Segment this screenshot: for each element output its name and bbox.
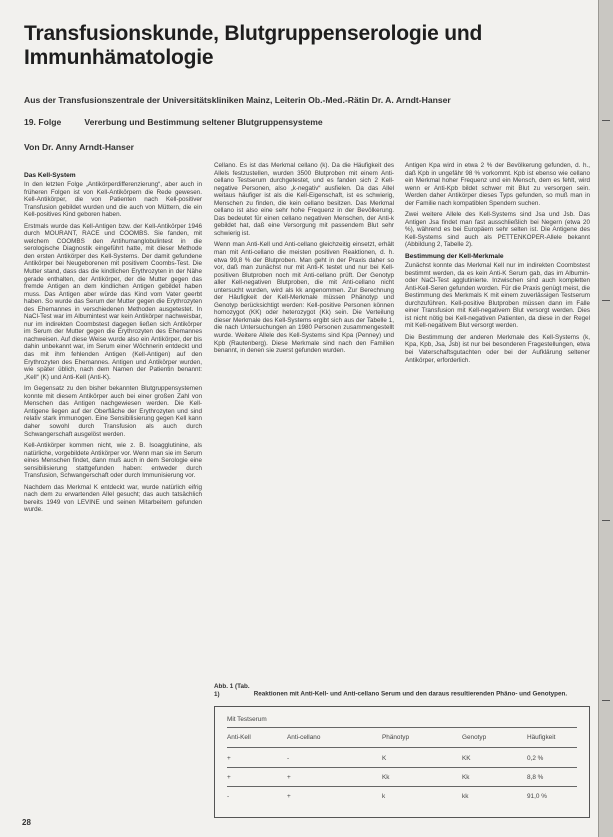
table-caption-text: Reaktionen mit Anti-Kell- und Anti-cellano Serum und den daraus resultierenden Phäno- und Genotypen.: [253, 690, 568, 698]
paragraph: Antigen Kpa wird in etwa 2 % der Bevölkerung gefunden, d. h., daß Kpb in ungefähr 98 % vorkommt. Kpb ist ebenso wie cellano ein Merkmal hoher Frequenz und ein Mensch, dem es fehlt, wird wenn er Anti-Kpb bildet schwer mit Blut zu versorgen sein. Werden daher Antikörper dieses Typs gefunden, so muß man in der Familie nach kompatiblen Spendern suchen.: [405, 162, 590, 207]
paragraph: Erstmals wurde das Kell-Antigen bzw. der Kell-Antikörper 1946 durch MOURANT, RACE und COOMBS. Sie fanden, mit welchem COOMBS den Antihumanglobulintest in die serologische Diagnostik eingeführt hatte, mit dieser Methode den ersten Antikörper des Kell-Systems. Der damit gefundene Antikörper bei Neugeborenen mit positivem Coombs-Test. Die Mutter stand, dass das die kindlichen Erythrozyten in der Nähe gerade enthalten, der Antikörper, der die Mutter gegen das fremde Antigen an dem kindlichen Antigen gebildet haben muss. Das Antigen aber würde das Kind vom Vater geerbt haben. So wurde das Serum der Mutter gegen die Erythrozyten des Ehemannes in verschiedenen Methoden ausgetestet. In NaCl-Test war im Albumintest war kein Antikörper nachweisbar, nur im indirekten Coombstest dagegen ließen sich Antikörper im Serum der Mutter gegen die Erythrozyten des Ehemannes nachweisen. Auf diese Weise wurde also ein Antikörper, der bis dahin unbekannt war, im Serum einer Wöchnerin entdeckt und das mit ihm fehlenden Antigen (Kell-Antigen) auf den Erythrozyten des Ehemannes. Antigen und Antikörper wurden, wie später üblich, nach dem Namen der Patientin benannt: „Kell“ (K) und Anti-Kell (Anti-K).: [24, 222, 202, 381]
table-cell: +: [227, 755, 231, 763]
series-number: 19. Folge: [24, 117, 62, 127]
table-header-cell: Phänotyp: [382, 734, 410, 742]
table-header-row: [227, 734, 577, 743]
table-cell: +: [227, 774, 231, 782]
table-header-cell: Anti-cellano: [287, 734, 321, 742]
table-header-cell: Genotyp: [462, 734, 487, 742]
text-column-2: [214, 162, 394, 670]
paragraph: Zwei weitere Allele des Kell-Systems sind Jsa und Jsb. Das Antigen Jsa findet man fast ausschließlich bei Negern (etwa 20 %), während es bei Europäern sehr selten ist. Die Antigene des Kell-Systems sind auch als PETTENKOPER-Allele bekannt (Abbildung 2, Tabelle 2).: [405, 211, 590, 249]
table-cell: -: [227, 793, 230, 801]
table-cell: 8,8 %: [527, 774, 544, 782]
series-line: [24, 117, 584, 127]
table-cell: 91,0 %: [527, 793, 547, 801]
paragraph: Wenn man Anti-Kell und Anti-cellano gleichzeitig einsetzt, erhält man mit Anti-cellano die meisten positiven Reaktionen, d. h. etwa 99,8 % der Blutproben. Man geht in der Praxis daher so vor, daß man zunächst nur mit Anti-K testet und nur bei Kell-positiven Blutproben noch mit Anti-cellano prüft. Der Genotyp aller Kell-negativen Blutproben, die mit Anti-cellano nicht untersucht wurden, wird als kk angenommen. Zur Berechnung der Häufigkeit der Kell-Merkmale müssen Phänotyp und Genotyp berücksichtigt werden: Kell-positive Personen können homozygot (KK) oder heterozygot (Kk) sein. Die Verteilung dieser Merkmale des Kell-Systems ergibt sich aus der Tabelle 1, die nach Untersuchungen an 1980 Personen zusammengestellt wurde. Weitere Allele des Kell-Systems sind Kpa (Penney) und Kpb (Rautenberg). Diese Merkmale sind nach den Familien benannt, in denen sie zuerst gefunden wurden.: [214, 241, 394, 355]
table-rule: [227, 767, 577, 768]
table-cell: k: [382, 793, 386, 801]
binding-edge: [598, 0, 613, 837]
paragraph: In den letzten Folge „Antikörperdifferenzierung“, aber auch in früheren Folgen ist von Kell-Antikörpern die Rede gewesen. Kell-Antikörper, die von Patienten nach Kell-positiver Transfusion gebildet wurden und die auch von Müttern, die ein Kell-positives Kind geboren haben.: [24, 181, 202, 219]
table-cell: Kk: [382, 774, 390, 782]
edge-mark: [602, 120, 610, 121]
table-cell: -: [287, 755, 290, 763]
page-title: Transfusionskunde, Blutgruppenserologie und Immunhämatologie: [24, 22, 483, 69]
edge-mark: [602, 700, 610, 701]
table-caption: [214, 683, 590, 698]
table-rule: [227, 786, 577, 787]
page-number: 28: [22, 818, 31, 827]
table-header-cell: Häufigkeit: [527, 734, 556, 742]
edge-mark: [602, 520, 610, 521]
paragraph: Zunächst konnte das Merkmal Kell nur im indirekten Coombstest bestimmt werden, da es kein Anti-K Serum gab, das im Albumin- oder NaCl-Test agglutinierte. Inzwischen sind auch kompletten Anti-Kell-Seren gefunden worden. Für die Praxis genügt meist, die Bestimmung des Merkmals K mit einem zuverlässigen Testserum durchzuführen. Kell-positive Blutproben müssen dann im Falle einer Transfusion mit Kell-negativem Blut versorgt werden. Dies ist nicht nötig bei Kell-negativen Patienten, da diese in der Regel mit Kell-negativem Blut versorgt werden.: [405, 262, 590, 330]
table-cell: K: [382, 755, 387, 763]
paragraph: Cellano. Es ist das Merkmal cellano (k). Da die Häufigkeit des Allels festzustellen, wurden 3500 Blutproben mit einem Anti-cellano Testserum durchgetestet, und es fanden sich 2 Kell-negative Personen, also „k-negativ“ ausfielen. Da das Allel weitaus häufiger ist als die Kell-Eigenschaft, ist es schwierig, Menschen zu finden, die kein cellano besitzen. Das Merkmal cellano ist also eine sehr hohe Frequenz in der Bevölkerung. Das bedeutet für einen cellano negativen Menschen, der Anti-k gebildet hat, daß eine Versorgung mit passendem Blut sehr schwierig ist.: [214, 162, 394, 237]
text-column-1: [24, 172, 202, 812]
table-cell: +: [287, 793, 291, 801]
table-cell: KK: [462, 755, 471, 763]
table-figure: [214, 683, 590, 818]
paragraph: Kell-Antikörper kommen nicht, wie z. B. Isoagglutinine, als natürliche, vorgebildete Antikörper vor. Wenn man sie im Serum eines Menschen findet, dann muß auch in dem Serologie eine sensibilisierung stattgefunden haben: entweder durch Transfusion, Schwangerschaft oder durch Immunisierung vor.: [24, 442, 202, 480]
institute-line: Aus der Transfusionszentrale der Universitätskliniken Mainz, Leiterin Ob.-Med.-Rätin Dr. A. Arndt-Hanser: [24, 95, 451, 105]
series-topic: Vererbung und Bestimmung seltener Blutgruppensysteme: [84, 117, 323, 127]
section-heading-bestimmung: Bestimmung der Kell-Merkmale: [405, 253, 504, 261]
table-header-cell: Anti-Kell: [227, 734, 251, 742]
paragraph: Im Gegensatz zu den bisher bekannten Blutgruppensystemen konnte mit diesem Antikörper auch bei einer großen Zahl von Menschen das Antigen nachgewiesen werden. Die Kell-Antigene liegen auf der Oberfläche der Erythrozyten und sind relativ stark immunogen. Eine Sensibilisierung gegen Kell kann daher sowohl durch Transfusion als auch durch Schwangerschaft ausgelöst werden.: [24, 385, 202, 438]
table-cell: Kk: [462, 774, 470, 782]
paragraph: Nachdem das Merkmal K entdeckt war, wurde natürlich eifrig nach dem zu erwartenden Allel gesucht; das auch tatsächlich bereits 1949 von LEVINE und seinen Mitarbeitern gefunden wurde.: [24, 483, 202, 514]
table-rule: [227, 747, 577, 748]
table-row: [227, 793, 577, 802]
paragraph: Die Bestimmung der anderen Merkmale des Kell-Systems (k, Kpa, Kpb, Jsa, Jsb) ist nur bei besonderen Fragestellungen, etwa bei Vaterschaftsgutachten oder bei der Aufklärung seltener Antikörper, erforderlich.: [405, 333, 590, 364]
kell-table: [214, 706, 590, 818]
edge-mark: [602, 300, 610, 301]
author-line: Von Dr. Anny Arndt-Hanser: [24, 142, 134, 152]
table-row: [227, 755, 577, 764]
table-cell: 0,2 %: [527, 755, 544, 763]
table-cell: +: [287, 774, 291, 782]
table-group-header: Mit Testserum: [227, 716, 267, 724]
table-rule: [227, 727, 577, 728]
text-column-3: [405, 162, 590, 670]
table-row: [227, 774, 577, 783]
table-label: Abb. 1 (Tab. 1): [214, 683, 250, 698]
table-cell: kk: [462, 793, 469, 801]
section-heading-kell: Das Kell-System: [24, 172, 76, 179]
